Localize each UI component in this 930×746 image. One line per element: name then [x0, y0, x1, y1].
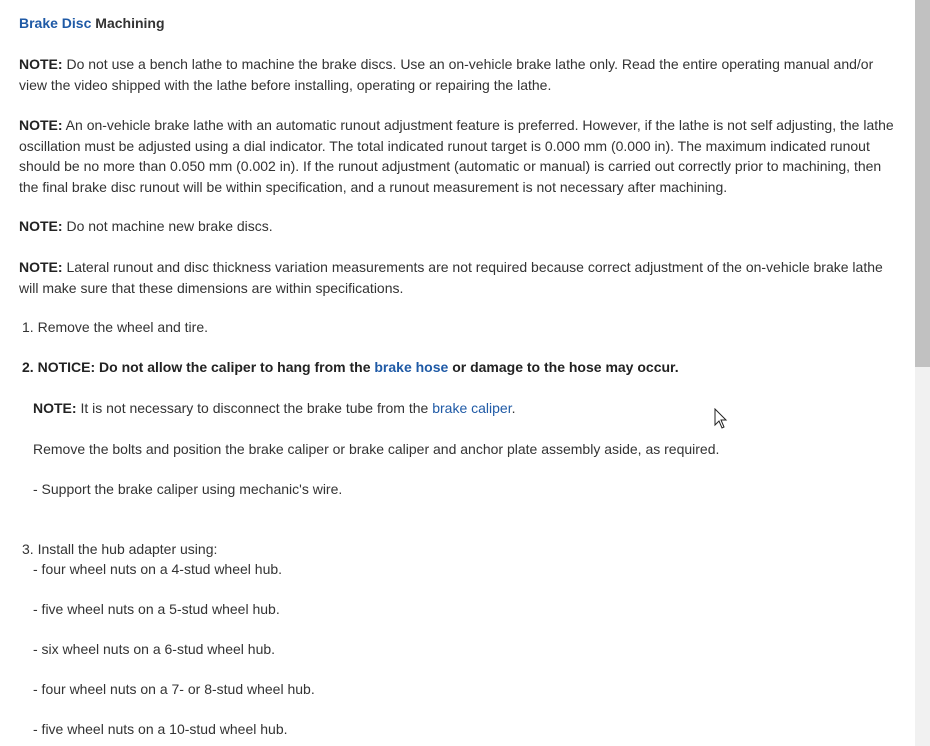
note-paragraph — [19, 54, 897, 95]
list-item: - six wheel nuts on a 6-stud wheel hub. — [33, 641, 276, 657]
step-number: 1. — [22, 319, 34, 335]
step-3 — [22, 541, 217, 558]
vertical-scrollbar[interactable] — [915, 0, 930, 746]
step-number: 2. — [22, 359, 34, 375]
note-label: NOTE: — [33, 400, 77, 416]
title-rest: Machining — [91, 15, 165, 31]
notice-text-post: or damage to the hose may occur. — [448, 359, 679, 375]
note-label: NOTE: — [19, 259, 63, 275]
list-item: - four wheel nuts on a 7- or 8-stud wheel hub. — [33, 681, 315, 697]
page-title — [19, 15, 165, 32]
list-item: - five wheel nuts on a 5-stud wheel hub. — [33, 601, 280, 617]
note-text-pre: It is not necessary to disconnect the brake tube from the — [76, 400, 433, 416]
note-paragraph — [19, 257, 897, 298]
step-text: Remove the wheel and tire. — [37, 319, 209, 335]
list-item: - five wheel nuts on a 10-stud wheel hub. — [33, 721, 288, 737]
step-text: Install the hub adapter using: — [37, 541, 218, 557]
notice-text-pre: NOTICE: Do not allow the caliper to hang from the — [37, 359, 375, 375]
step-1 — [22, 319, 208, 336]
note-paragraph — [19, 115, 897, 197]
note-label: NOTE: — [19, 117, 63, 133]
note-text: Do not use a bench lathe to machine the brake discs. Use an on-vehicle brake lathe only. Read the entire operating manual and/or view the video shipped with the lathe before installing, operating or repairing the lathe. — [19, 56, 874, 93]
mouse-pointer-icon — [714, 408, 728, 430]
step-2-notice — [22, 359, 679, 376]
scrollbar-thumb[interactable] — [915, 0, 930, 367]
step-2-note — [33, 400, 515, 417]
note-label: NOTE: — [19, 218, 63, 234]
step-number: 3. — [22, 541, 34, 557]
note-text-post: . — [511, 400, 516, 416]
title-highlight: Brake Disc — [19, 15, 92, 31]
list-item: - four wheel nuts on a 4-stud wheel hub. — [33, 561, 283, 577]
step-2-subitem: - Support the brake caliper using mechanic's wire. — [33, 481, 343, 497]
note-label: NOTE: — [19, 56, 63, 72]
note-text: An on-vehicle brake lathe with an automatic runout adjustment feature is preferred. However, if the lathe is not self adjusting, the lathe oscillation must be adjusted using a dial indicator. The total indicated runout target is 0.000 mm (0.000 in). The maximum indicated runout should be no more than 0.050 mm (0.002 in). If the runout adjustment (automatic or manual) is carried out correctly prior to machining, then the final brake disc runout will be within specification, and a runout measurement is not necessary after machining. — [19, 117, 894, 195]
note-paragraph — [19, 216, 897, 237]
note-text: Lateral runout and disc thickness variation measurements are not required because correct adjustment of the on-vehicle brake lathe will make sure that these dimensions are within specifications. — [19, 259, 883, 296]
brake-hose-link[interactable]: brake hose — [374, 359, 449, 375]
note-text: Do not machine new brake discs. — [62, 218, 273, 234]
step-2-instruction: Remove the bolts and position the brake caliper or brake caliper and anchor plate assembly aside, as required. — [33, 441, 720, 457]
brake-caliper-link[interactable]: brake caliper — [432, 400, 512, 416]
